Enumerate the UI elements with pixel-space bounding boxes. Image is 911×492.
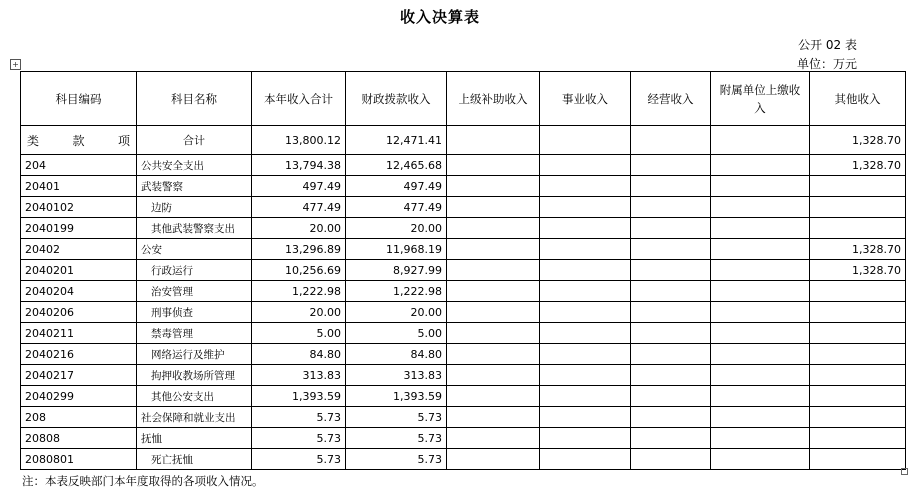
row-business: [540, 449, 631, 470]
col-total: 本年收入合计: [252, 72, 346, 126]
row-business: [540, 365, 631, 386]
row-affiliated: [711, 386, 810, 407]
row-code: 2040102: [21, 197, 137, 218]
row-business: [540, 323, 631, 344]
row-name: 抚恤: [137, 428, 252, 449]
row-fiscal: 497.49: [346, 176, 447, 197]
row-business: [540, 197, 631, 218]
col-fiscal: 财政拨款收入: [346, 72, 447, 126]
row-operating: [631, 302, 711, 323]
row-operating: [631, 218, 711, 239]
kuan-label: 款: [72, 133, 85, 148]
row-code: 2040206: [21, 302, 137, 323]
unit-label: 单位：万元: [796, 57, 857, 71]
col-business: 事业收入: [540, 72, 631, 126]
row-affiliated: [711, 428, 810, 449]
row-name: 行政运行: [137, 260, 252, 281]
table-row: [21, 281, 906, 302]
row-name: 公共安全支出: [137, 155, 252, 176]
row-fiscal: 1,393.59: [346, 386, 447, 407]
col-affiliated: 附属单位上缴收入: [711, 72, 810, 126]
row-superior: [447, 239, 540, 260]
row-code: 208: [21, 407, 137, 428]
col-superior: 上级补助收入: [447, 72, 540, 126]
row-fiscal: 477.49: [346, 197, 447, 218]
row-other: 1,328.70: [810, 239, 906, 260]
lei-kuan-xiang-cell: [21, 126, 137, 155]
row-other: [810, 344, 906, 365]
row-code: 20402: [21, 239, 137, 260]
row-name: 其他武装警察支出: [137, 218, 252, 239]
row-superior: [447, 365, 540, 386]
row-fiscal: 12,465.68: [346, 155, 447, 176]
row-affiliated: [711, 281, 810, 302]
row-affiliated: [711, 365, 810, 386]
row-operating: [631, 407, 711, 428]
row-fiscal: 1,222.98: [346, 281, 447, 302]
table-code: 公开 02 表: [798, 38, 857, 52]
row-other: [810, 176, 906, 197]
row-name: 网络运行及维护: [137, 344, 252, 365]
row-total: 20.00: [252, 218, 346, 239]
row-total: 13,794.38: [252, 155, 346, 176]
row-total: 477.49: [252, 197, 346, 218]
row-business: [540, 386, 631, 407]
row-fiscal: 20.00: [346, 218, 447, 239]
total-fiscal: 12,471.41: [346, 126, 447, 155]
row-name: 治安管理: [137, 281, 252, 302]
col-code: 科目编码: [21, 72, 137, 126]
row-other: [810, 386, 906, 407]
row-business: [540, 302, 631, 323]
total-value: 13,800.12: [252, 126, 346, 155]
row-total: 1,222.98: [252, 281, 346, 302]
row-total: 5.73: [252, 428, 346, 449]
table-row: [21, 344, 906, 365]
table-row: [21, 197, 906, 218]
row-code: 2040299: [21, 386, 137, 407]
row-code: 2080801: [21, 449, 137, 470]
row-other: [810, 365, 906, 386]
row-code: 2040216: [21, 344, 137, 365]
row-operating: [631, 155, 711, 176]
total-label: 合计: [137, 126, 252, 155]
row-code: 2040201: [21, 260, 137, 281]
row-fiscal: 84.80: [346, 344, 447, 365]
total-other: 1,328.70: [810, 126, 906, 155]
table-row: [21, 155, 906, 176]
row-fiscal: 20.00: [346, 302, 447, 323]
row-name: 边防: [137, 197, 252, 218]
row-affiliated: [711, 449, 810, 470]
row-business: [540, 239, 631, 260]
col-operating: 经营收入: [631, 72, 711, 126]
row-fiscal: 5.73: [346, 428, 447, 449]
row-operating: [631, 344, 711, 365]
row-operating: [631, 197, 711, 218]
row-other: [810, 449, 906, 470]
row-fiscal: 313.83: [346, 365, 447, 386]
row-business: [540, 260, 631, 281]
row-superior: [447, 386, 540, 407]
row-total: 5.73: [252, 449, 346, 470]
table-row: [21, 260, 906, 281]
total-superior: [447, 126, 540, 155]
col-other: 其他收入: [810, 72, 906, 126]
row-total: 5.00: [252, 323, 346, 344]
row-fiscal: 5.73: [346, 449, 447, 470]
row-name: 禁毒管理: [137, 323, 252, 344]
row-superior: [447, 197, 540, 218]
row-superior: [447, 260, 540, 281]
row-other: [810, 218, 906, 239]
row-total: 313.83: [252, 365, 346, 386]
row-affiliated: [711, 302, 810, 323]
row-other: [810, 323, 906, 344]
row-superior: [447, 449, 540, 470]
table-row: [21, 218, 906, 239]
row-business: [540, 407, 631, 428]
page-title: 收入决算表: [399, 8, 480, 26]
row-business: [540, 344, 631, 365]
table-row: [21, 302, 906, 323]
row-code: 2040211: [21, 323, 137, 344]
row-other: [810, 197, 906, 218]
row-total: 84.80: [252, 344, 346, 365]
total-operating: [631, 126, 711, 155]
header-row: [21, 72, 906, 126]
row-operating: [631, 323, 711, 344]
row-name: 刑事侦查: [137, 302, 252, 323]
row-code: 20401: [21, 176, 137, 197]
xiang-label: 项: [117, 133, 130, 148]
row-operating: [631, 449, 711, 470]
row-superior: [447, 281, 540, 302]
row-operating: [631, 281, 711, 302]
income-table: [20, 71, 906, 470]
row-business: [540, 218, 631, 239]
row-other: [810, 281, 906, 302]
row-other: [810, 302, 906, 323]
table-row: [21, 239, 906, 260]
table-row: [21, 365, 906, 386]
row-affiliated: [711, 323, 810, 344]
row-total: 1,393.59: [252, 386, 346, 407]
row-code: 2040204: [21, 281, 137, 302]
row-code: 20808: [21, 428, 137, 449]
row-code: 2040199: [21, 218, 137, 239]
row-affiliated: [711, 407, 810, 428]
row-total: 20.00: [252, 302, 346, 323]
row-fiscal: 8,927.99: [346, 260, 447, 281]
row-superior: [447, 176, 540, 197]
row-affiliated: [711, 197, 810, 218]
row-total: 13,296.89: [252, 239, 346, 260]
row-name: 社会保障和就业支出: [137, 407, 252, 428]
row-name: 武装警察: [137, 176, 252, 197]
row-superior: [447, 428, 540, 449]
row-total: 497.49: [252, 176, 346, 197]
row-superior: [447, 155, 540, 176]
total-affiliated: [711, 126, 810, 155]
row-other: [810, 428, 906, 449]
row-affiliated: [711, 260, 810, 281]
row-affiliated: [711, 218, 810, 239]
row-total: 10,256.69: [252, 260, 346, 281]
row-code: 2040217: [21, 365, 137, 386]
row-affiliated: [711, 239, 810, 260]
row-affiliated: [711, 344, 810, 365]
table-move-handle-icon[interactable]: +: [10, 59, 21, 70]
footnote: 注：本表反映部门本年度取得的各项收入情况。: [22, 474, 264, 488]
row-superior: [447, 344, 540, 365]
row-name: 死亡抚恤: [137, 449, 252, 470]
row-superior: [447, 407, 540, 428]
row-business: [540, 428, 631, 449]
row-operating: [631, 260, 711, 281]
row-other: [810, 407, 906, 428]
row-business: [540, 281, 631, 302]
row-other: 1,328.70: [810, 260, 906, 281]
row-name: 拘押收教场所管理: [137, 365, 252, 386]
row-operating: [631, 365, 711, 386]
table-row: [21, 386, 906, 407]
row-operating: [631, 176, 711, 197]
row-fiscal: 5.73: [346, 407, 447, 428]
row-fiscal: 5.00: [346, 323, 447, 344]
table-row: [21, 176, 906, 197]
row-superior: [447, 302, 540, 323]
table-row: [21, 449, 906, 470]
row-business: [540, 176, 631, 197]
row-affiliated: [711, 155, 810, 176]
row-other: 1,328.70: [810, 155, 906, 176]
row-business: [540, 155, 631, 176]
row-code: 204: [21, 155, 137, 176]
row-affiliated: [711, 176, 810, 197]
row-operating: [631, 428, 711, 449]
row-superior: [447, 323, 540, 344]
row-operating: [631, 386, 711, 407]
row-operating: [631, 239, 711, 260]
lei-label: 类: [27, 133, 40, 148]
row-superior: [447, 218, 540, 239]
row-name: 其他公安支出: [137, 386, 252, 407]
row-name: 公安: [137, 239, 252, 260]
table-row: [21, 323, 906, 344]
row-total: 5.73: [252, 407, 346, 428]
col-name: 科目名称: [137, 72, 252, 126]
table-resize-handle-icon[interactable]: [901, 468, 908, 475]
table-row: [21, 407, 906, 428]
total-row: [21, 126, 906, 155]
total-business: [540, 126, 631, 155]
table-row: [21, 428, 906, 449]
row-fiscal: 11,968.19: [346, 239, 447, 260]
